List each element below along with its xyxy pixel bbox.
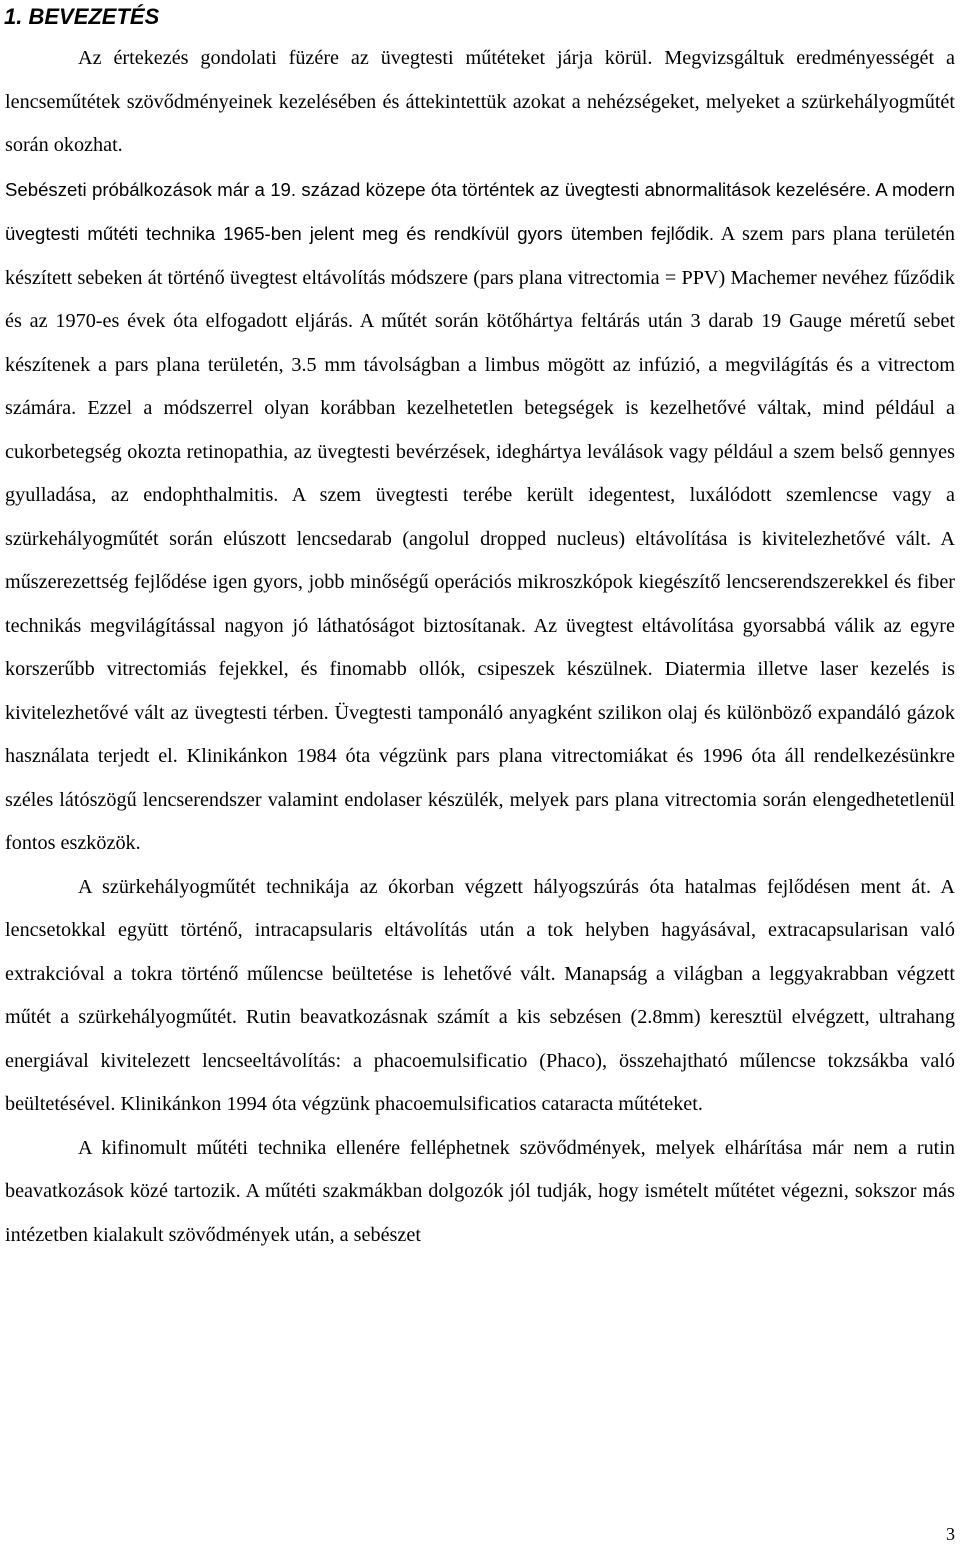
paragraph-intro	[5, 37, 955, 866]
page-number: 3	[946, 1524, 955, 1544]
paragraph-intro-sans: Sebészeti próbálkozások már a 19. század közepe óta történtek az üvegtesti abnormalitások kezelésére. A modern üvegtesti műtéti technika 1965-ben jelent meg és rendkívül gyors ütemben fejlődik.	[5, 178, 955, 244]
body-text	[5, 37, 955, 1257]
paragraph-cataract-history: A szürkehályogműtét technikája az ókorban végzett hályogszúrás óta hatalmas fejlődésen ment át. A lencsetokkal együtt történő, intracapsularis eltávolítás után a tok helyben hagyásával, extracapsularisan való extrakcióval a tokra történő műlencse beültetése is lehetővé vált. Manapság a világban a leggyakrabban végzett műtét a szürkehályogműtét. Rutin beavatkozásnak számít a kis sebzésen (2.8mm) keresztül elvégzett, ultrahang energiával kivitelezett lencseeltávolítás: a phacoemulsificatio (Phaco), összehajtható műlencse tokzsákba való beültetésével. Klinikánkon 1994 óta végzünk phacoemulsificatios cataracta műtéteket.	[5, 875, 955, 1115]
paragraph-intro-serif-end: A szem pars plana területén készített sebeken át történő üvegtest eltávolítás módszere (pars plana vitrectomia = PPV) Machemer nevéhez fűződik és az 1970-es évek óta elfogadott eljárás. A műtét során kötőhártya feltárás után 3 darab 19 Gauge méretű sebet készítenek a pars plana területén, 3.5 mm távolságban a limbus mögött az infúzió, a megvilágítás és a vitrectom számára. Ezzel a módszerrel olyan korábban kezelhetetlen betegségek is kezelhetővé váltak, mind például a cukorbetegség okozta retinopathia, az üvegtesti bevérzések, ideghártya leválások vagy például a szem belső gennyes gyulladása, az endophthalmitis. A szem üvegtesti terébe került idegentest, luxálódott szemlencse vagy a szürkehályogműtét során elúszott lencsedarab (angolul dropped nucleus) eltávolítása is kivitelezhetővé vált. A műszerezettség fejlődése igen gyors, jobb minőségű operációs mikroszkópok kiegészítő lencserendszerekkel és fiber technikás megvilágítással nagyon jó láthatóságot biztosítanak. Az üvegtest eltávolítása gyorsabbá válik az egyre korszerűbb vitrectomiás fejekkel, és finomabb ollók, csipeszek készülnek. Diatermia illetve laser kezelés is kivitelezhetővé vált az üvegtesti térben. Üvegtesti tamponáló anyagként szilikon olaj és különböző expandáló gázok használata terjedt el. Klinikánkon 1984 óta végzünk pars plana vitrectomiákat és 1996 óta áll rendelkezésünkre széles látószögű lencserendszer valamint endolaser készülék, melyek pars plana vitrectomia során elengedhetetlenül fontos eszközök.	[5, 223, 956, 854]
paragraph-intro-serif: Az értekezés gondolati füzére az üvegtesti műtéteket járja körül. Megvizsgáltuk eredményességét a lencseműtétek szövődményeinek kezelésében és áttekintettük azokat a nehézségeket, melyeket a szürkehályogműtét során okozhat.	[5, 47, 955, 156]
section-heading: 1. BEVEZETÉS	[4, 4, 160, 29]
paragraph-complications: A kifinomult műtéti technika ellenére felléphetnek szövődmények, melyek elhárítása már nem a rutin beavatkozások közé tartozik. A műtéti szakmákban dolgozók jól tudják, hogy ismételt műtétet végezni, sokszor más intézetben kialakult szövődmények után, a sebészet	[5, 1136, 955, 1246]
